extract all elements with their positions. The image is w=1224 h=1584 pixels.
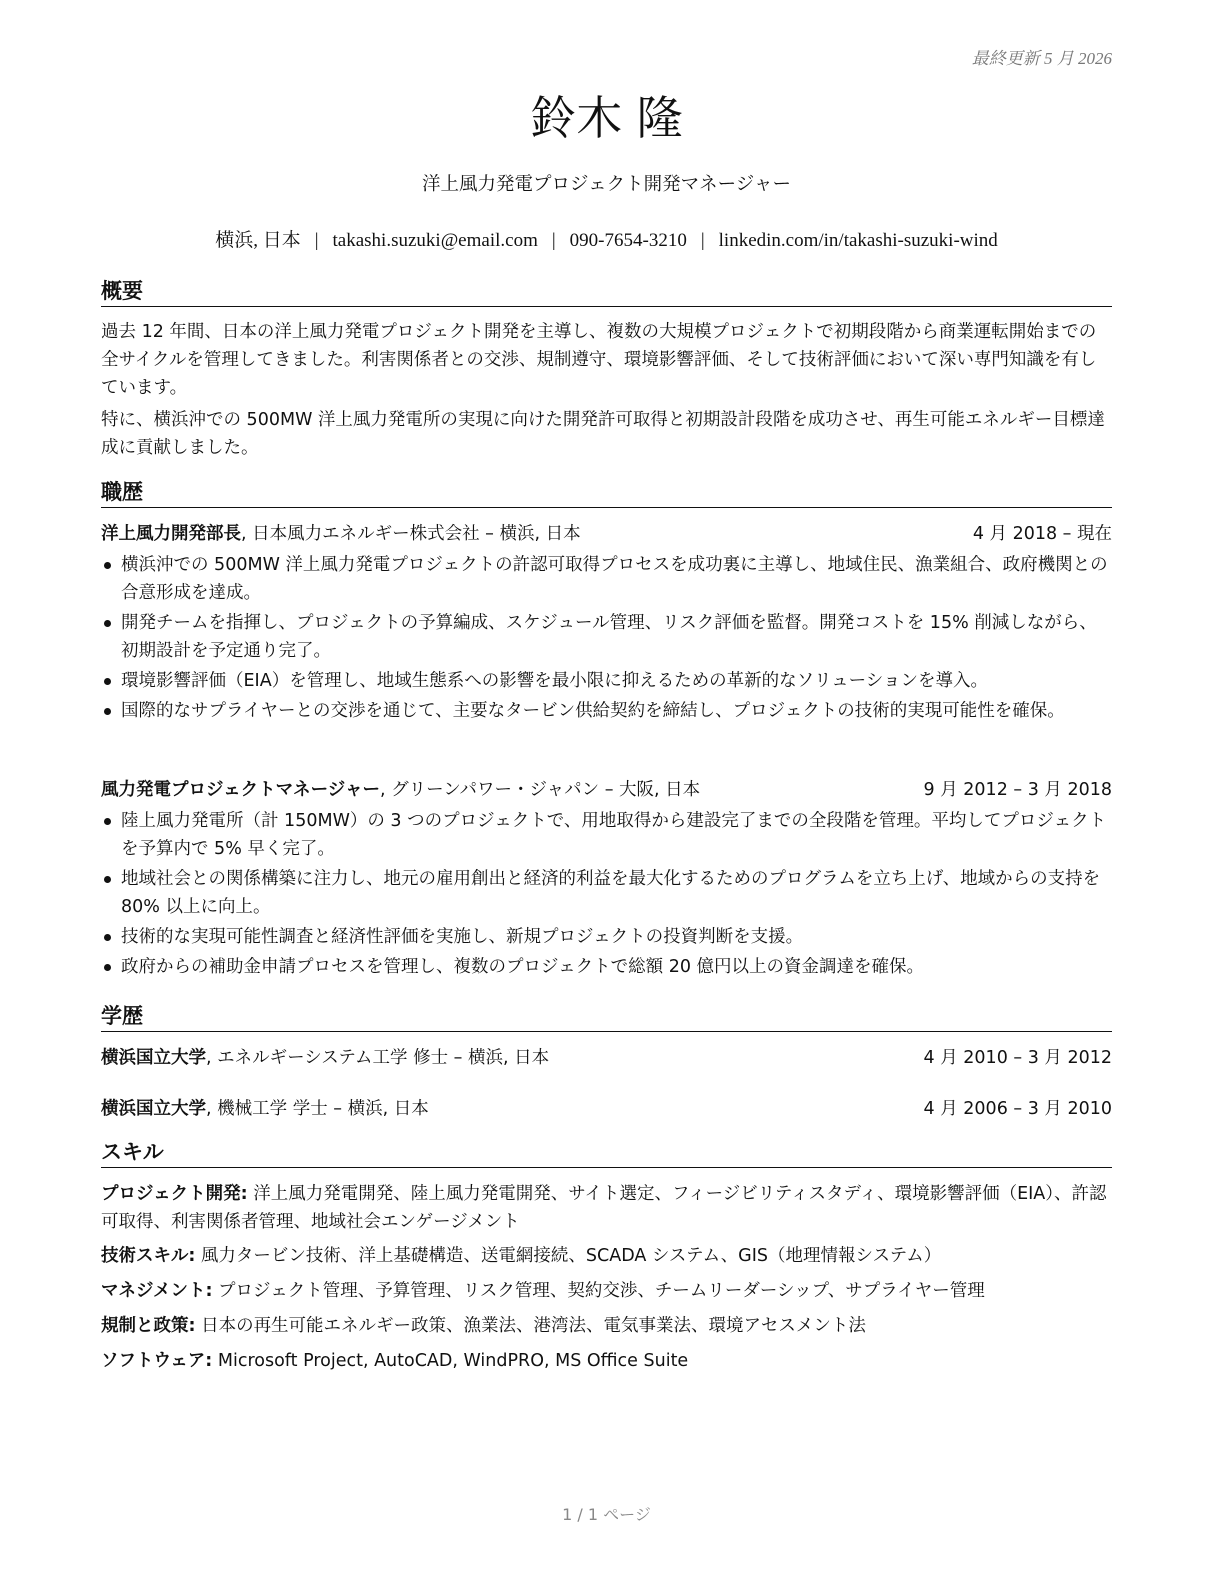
skill-label: マネジメント: — [101, 1281, 213, 1301]
summary-paragraph: 特に、横浜沖での 500MW 洋上風力発電所の実現に向けた開発許可取得と初期設計段階を成功させ、再生可能エネルギー目標達成に貢献しました。 — [101, 410, 1105, 458]
skill-value: 洋上風力発電開発、陸上風力発電開発、サイト選定、フィージビリティスタディ、環境影響評価（EIA）、許認可取得、利害関係者管理、地域社会エンゲージメント — [101, 1184, 1107, 1232]
job-bullets — [101, 807, 1112, 983]
contact-email[interactable]: takashi.suzuki@email.com — [332, 230, 538, 251]
section-title-skills: スキル — [101, 1139, 1112, 1168]
skill-value: 日本の再生可能エネルギー政策、漁業法、港湾法、電気事業法、環境アセスメント法 — [195, 1316, 866, 1336]
summary-paragraph: 過去 12 年間、日本の洋上風力発電プロジェクト開発を主導し、複数の大規模プロジェクトで初期段階から商業運転開始までの全サイクルを管理してきました。利害関係者との交渉、規制遵守、環境影響評価、そして技術評価において深い専門知識を有しています。 — [101, 322, 1097, 398]
list-item: 開発チームを指揮し、プロジェクトの予算編成、スケジュール管理、リスク評価を監督。開発コストを 15% 削減しながら、初期設計を予定通り完了。 — [101, 609, 1112, 665]
section-title-summary: 概要 — [101, 278, 1112, 307]
skill-label: 規制と政策: — [101, 1316, 196, 1336]
education-dates: 4 月 2006 – 3 月 2010 — [923, 1099, 1112, 1119]
skill-item — [101, 1242, 1112, 1270]
last-updated: 最終更新 5 月 2026 — [971, 49, 1112, 68]
education-line — [101, 1095, 429, 1123]
contact-separator: | — [314, 230, 319, 251]
contact-linkedin[interactable]: linkedin.com/in/takashi-suzuki-wind — [718, 230, 998, 251]
job-dates: 4 月 2018 – 現在 — [972, 524, 1112, 544]
skill-value: 風力タービン技術、洋上基礎構造、送電網接続、SCADA システム、GIS（地理情報システム） — [195, 1246, 942, 1266]
headline: 洋上風力発電プロジェクト開発マネージャー — [422, 174, 791, 195]
skill-item — [101, 1347, 1112, 1375]
list-item: 横浜沖での 500MW 洋上風力発電プロジェクトの許認可取得プロセスを成功裏に主導し、地域住民、漁業組合、政府機関との合意形成を達成。 — [101, 551, 1112, 607]
contact-line — [101, 225, 1112, 252]
list-item: 技術的な実現可能性調査と経済性評価を実施し、新規プロジェクトの投資判断を支援。 — [101, 923, 1112, 951]
job-role: 風力発電プロジェクトマネージャー — [101, 780, 380, 800]
education-dates: 4 月 2010 – 3 月 2012 — [923, 1048, 1112, 1068]
skill-value: プロジェクト管理、予算管理、リスク管理、契約交渉、チームリーダーシップ、サプライヤー管理 — [212, 1281, 985, 1301]
list-item: 国際的なサプライヤーとの交渉を通じて、主要なタービン供給契約を締結し、プロジェクトの技術的実現可能性を確保。 — [101, 697, 1112, 725]
page-number: 1 / 1 ページ — [562, 1505, 651, 1524]
section-title-education: 学歴 — [101, 1003, 1112, 1032]
list-item: 地域社会との関係構築に注力し、地元の雇用創出と経済的利益を最大化するためのプログラムを立ち上げ、地域からの支持を 80% 以上に向上。 — [101, 865, 1112, 921]
skill-item — [101, 1312, 1112, 1340]
degree-detail: , 機械工学 学士 – 横浜, 日本 — [206, 1099, 429, 1119]
skill-label: プロジェクト開発: — [101, 1184, 248, 1204]
job-dates: 9 月 2012 – 3 月 2018 — [923, 780, 1112, 800]
job-header — [101, 520, 1112, 548]
job-header — [101, 776, 1112, 804]
job-bullets — [101, 551, 1112, 727]
school-name: 横浜国立大学 — [101, 1048, 206, 1068]
skill-label: ソフトウェア: — [101, 1351, 213, 1371]
education-item — [101, 1095, 1112, 1123]
contact-separator: | — [551, 230, 556, 251]
job-org: , グリーンパワー・ジャパン – 大阪, 日本 — [379, 780, 701, 800]
job-title-line — [101, 520, 581, 548]
skill-item — [101, 1180, 1112, 1236]
section-title-experience: 職歴 — [101, 479, 1112, 508]
education-item — [101, 1044, 1112, 1072]
contact-location: 横浜, 日本 — [215, 230, 301, 251]
job-role: 洋上風力開発部長 — [101, 524, 241, 544]
education-line — [101, 1044, 549, 1072]
list-item: 環境影響評価（EIA）を管理し、地域生態系への影響を最小限に抑えるための革新的なソリューションを導入。 — [101, 667, 1112, 695]
list-item: 政府からの補助金申請プロセスを管理し、複数のプロジェクトで総額 20 億円以上の資金調達を確保。 — [101, 953, 1112, 981]
job-title-line — [101, 776, 700, 804]
contact-phone[interactable]: 090-7654-3210 — [569, 230, 687, 251]
skill-label: 技術スキル: — [101, 1246, 196, 1266]
person-name: 鈴木 隆 — [530, 91, 683, 145]
skill-item — [101, 1277, 1112, 1305]
school-name: 横浜国立大学 — [101, 1099, 206, 1119]
job-org: , 日本風力エネルギー株式会社 – 横浜, 日本 — [241, 524, 581, 544]
skill-value: Microsoft Project, AutoCAD, WindPRO, MS Office Suite — [212, 1351, 689, 1371]
list-item: 陸上風力発電所（計 150MW）の 3 つのプロジェクトで、用地取得から建設完了までの全段階を管理。平均してプロジェクトを予算内で 5% 早く完了。 — [101, 807, 1112, 863]
contact-separator: | — [700, 230, 705, 251]
degree-detail: , エネルギーシステム工学 修士 – 横浜, 日本 — [206, 1048, 550, 1068]
resume-page — [101, 0, 1112, 1584]
